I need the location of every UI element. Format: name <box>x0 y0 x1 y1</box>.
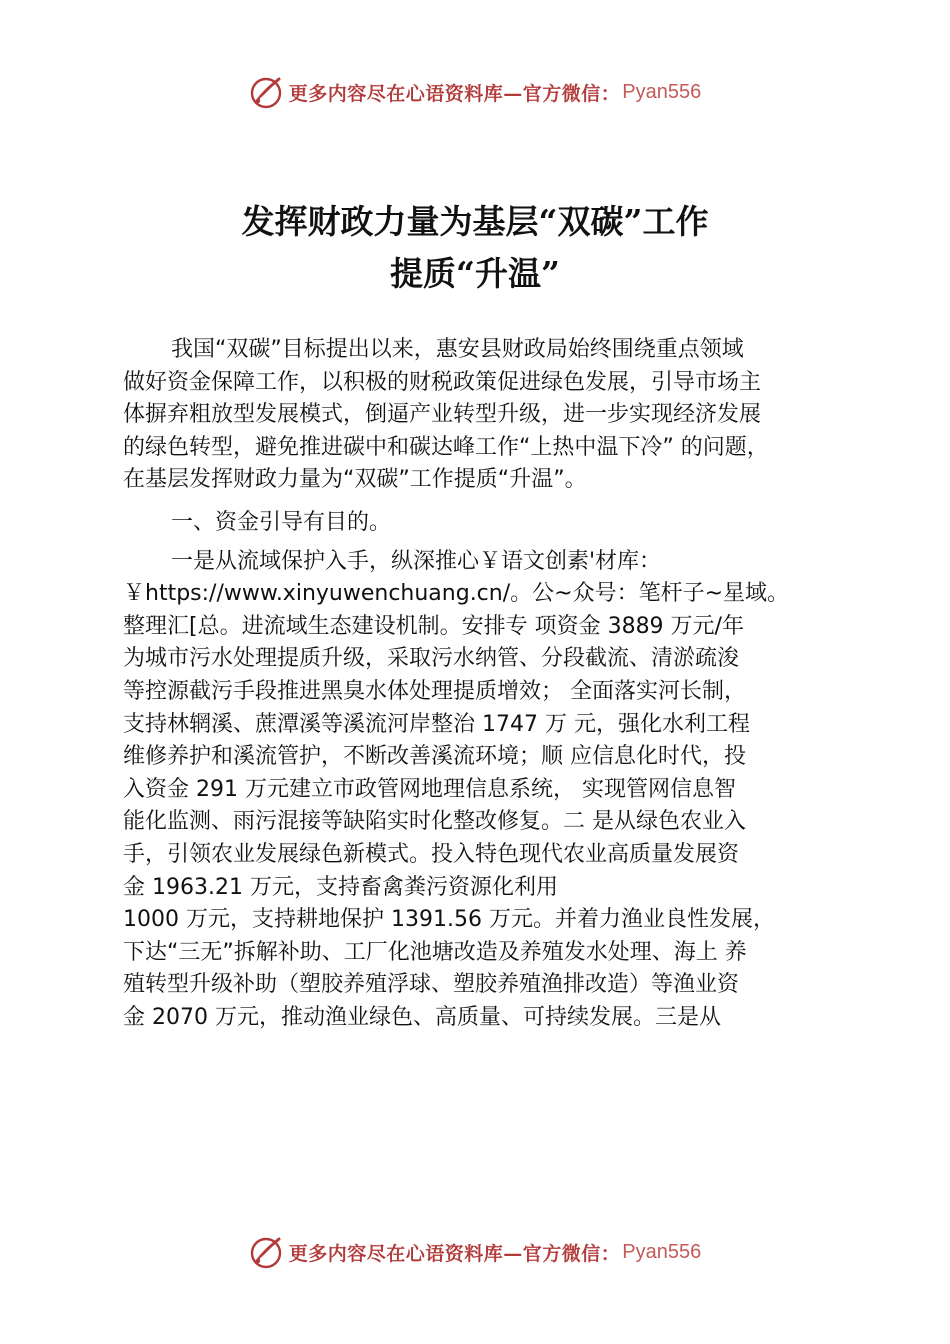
watermark-contact: Pyan556 <box>622 80 702 103</box>
body-line: 体摒弃粗放型发展模式，倒逼产业转型升级，进一步实现经济发展 <box>123 402 762 428</box>
body-line: 能化监测、雨污混接等缺陷实时化整改修复。二 是从绿色农业入 <box>123 809 746 835</box>
title-line-1: 发挥财政力量为基层“双碳”工作 <box>241 202 709 241</box>
body-line: 金 1963.21 万元，支持畜禽粪污资源化利用 <box>123 874 558 900</box>
watermark-text: 更多内容尽在心语资料库—官方微信： <box>288 82 621 105</box>
body-line: 做好资金保障工作，以积极的财税政策促进绿色发展，引导市场主 <box>123 369 762 395</box>
body-line: 入资金 291 万元建立市政管网地理信息系统， 实现管网信息智 <box>123 776 736 802</box>
body-line: 手，引领农业发展绿色新模式。投入特色现代农业高质量发展资 <box>123 841 740 867</box>
body-line: 支持林辋溪、蔗潭溪等溪流河岸整治 1747 万 元，强化水利工程 <box>123 711 750 737</box>
body-line: 为城市污水处理提质升级，采取污水纳管、分段截流、清淤疏浚 <box>123 646 740 672</box>
watermark-text: 更多内容尽在心语资料库—官方微信： <box>288 1242 621 1265</box>
title-line-2: 提质“升温” <box>390 254 560 293</box>
body-line: 等控源截污手段推进黑臭水体处理提质增效； 全面落实河长制， <box>123 678 746 704</box>
document-title <box>0 196 950 300</box>
footer-watermark <box>0 1232 950 1272</box>
body-line: ￥https://www.xinyuwenchuang.cn/。公~众号：笔杆子~星域。 <box>123 581 790 607</box>
watermark-contact: Pyan556 <box>622 1240 702 1263</box>
brush-pen-logo-icon <box>249 75 283 109</box>
brush-pen-logo-icon <box>249 1235 283 1269</box>
body-line: 维修养护和溪流管护，不断改善溪流环境；顺 应信息化时代，投 <box>123 744 746 770</box>
body-line: 在基层发挥财政力量为“双碳”工作提质“升温”。 <box>123 467 587 493</box>
body-line: 殖转型升级补助（塑胶养殖浮球、塑胶养殖渔排改造）等渔业资 <box>123 972 740 998</box>
section-heading: 一、资金引导有目的。 <box>171 509 392 535</box>
body-line: 金 2070 万元，推动渔业绿色、高质量、可持续发展。三是从 <box>123 1004 721 1030</box>
body-line: 整理汇[总。进流域生态建设机制。安排专 项资金 3889 万元/年 <box>123 613 744 639</box>
body-line: 一是从流域保护入手，纵深推心￥语文创素'材库： <box>171 548 662 574</box>
body-line: 我国“双碳”目标提出以来，惠安县财政局始终围绕重点领域 <box>171 337 744 362</box>
body-line: 下达“三无”拆解补助、工厂化池塘改造及养殖发水处理、海上 养 <box>123 939 747 965</box>
document-body <box>123 334 847 1034</box>
header-watermark <box>0 72 950 112</box>
body-line: 1000 万元，支持耕地保护 1391.56 万元。并着力渔业良性发展， <box>123 907 775 933</box>
body-line: 的绿色转型，避免推进碳中和碳达峰工作“上热中温下冷” 的问题， <box>123 434 769 460</box>
